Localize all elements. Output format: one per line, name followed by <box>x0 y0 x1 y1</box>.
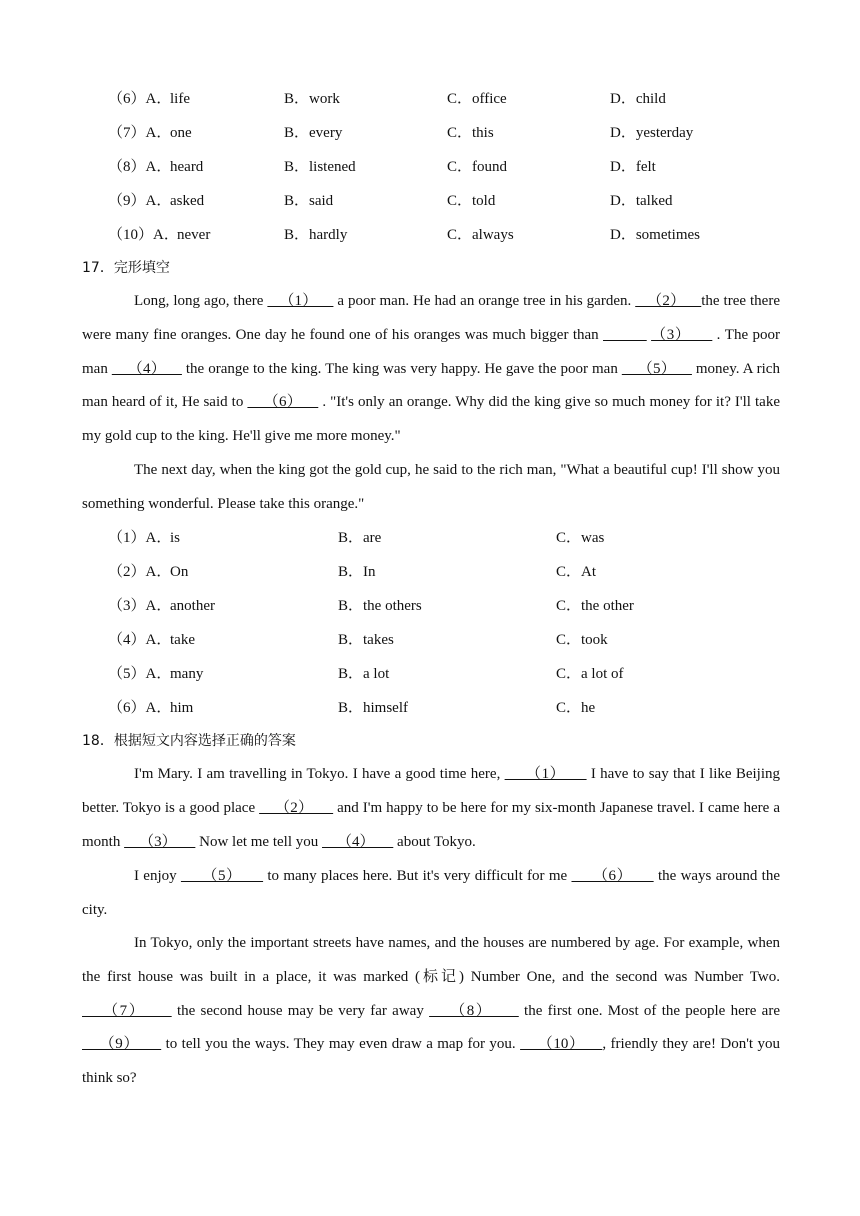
option-number: （6）A． <box>108 700 172 716</box>
passage-text: Long, long ago, there <box>134 293 268 309</box>
q17-passage-paragraph-2: The next day, when the king got the gold cup, he said to the rich man, "What a beautiful cup! I'll show you something wonderful. Please take this orange." <box>82 462 780 512</box>
passage-text: I'm Mary. I am travelling in Tokyo. I have a good time here, <box>134 766 505 782</box>
option-b: B．In <box>338 564 376 580</box>
option-number: （1）A． <box>108 530 172 546</box>
option-c: C．this <box>447 125 494 141</box>
option-a: asked <box>170 193 205 209</box>
blank-1[interactable]: （1） <box>267 293 334 309</box>
option-b: B．hardly <box>284 227 348 243</box>
q16-option-row <box>0 189 860 213</box>
option-number: （10）A． <box>108 227 179 243</box>
option-number: （4）A． <box>108 632 172 648</box>
passage-text: the orange to the king. The king was very happy. He gave the poor man <box>181 360 622 377</box>
q17-option-row <box>0 696 860 720</box>
passage-text: the second house may be very far away <box>171 1002 430 1019</box>
passage-text: to many places here. But it's very difficult for me <box>263 868 572 884</box>
passage-text: , friendly they are! Don't you think so? <box>82 1036 780 1087</box>
passage-text: money. A rich man heard of it, He said to <box>82 360 780 411</box>
blank-2[interactable]: （2） <box>635 293 702 309</box>
option-number: （3）A． <box>108 598 172 614</box>
q18-passage-paragraph-3 <box>82 927 780 1096</box>
option-number: （9）A． <box>108 193 172 209</box>
option-number: （6）A． <box>108 91 172 107</box>
option-d: D．sometimes <box>610 227 700 243</box>
option-a: heard <box>170 159 204 175</box>
option-b: B．the others <box>338 598 422 614</box>
passage-text: the ways around the city. <box>82 868 780 918</box>
option-a: one <box>170 125 192 141</box>
option-c: C．was <box>556 530 605 546</box>
option-a: another <box>170 598 215 614</box>
option-b: B．listened <box>284 159 356 175</box>
q18-passage-paragraph-2 <box>82 860 780 928</box>
passage-text: Now let me tell you <box>195 833 323 850</box>
option-c: C．At <box>556 564 597 580</box>
blank-2[interactable]: （2） <box>259 799 334 816</box>
option-number: （8）A． <box>108 159 172 175</box>
option-a: never <box>177 227 211 243</box>
question-18-title: 18．根据短文内容选择正确的答案 <box>82 733 296 749</box>
option-c: C．a lot of <box>556 666 624 682</box>
option-c: C．found <box>447 159 508 175</box>
option-b: B．every <box>284 125 343 141</box>
option-b: B．are <box>338 530 382 546</box>
q18-passage-paragraph-1 <box>82 758 780 859</box>
option-c: C．office <box>447 91 507 107</box>
passage-text: about Tokyo. <box>393 833 476 850</box>
option-a: take <box>170 632 195 648</box>
blank-3-line[interactable] <box>603 327 647 343</box>
passage-text: the tree there were many fine oranges. One day he found one of his oranges was much bigger than <box>82 293 780 343</box>
option-b: B．himself <box>338 700 408 716</box>
blank-5[interactable]: （5） <box>621 360 692 377</box>
option-a: On <box>170 564 189 580</box>
blank-3[interactable]: （3） <box>651 326 713 343</box>
q17-option-row <box>0 628 860 652</box>
blank-6[interactable]: （6） <box>571 868 654 884</box>
passage-text: . The poor man <box>82 326 780 377</box>
q16-option-row <box>0 121 860 145</box>
q17-option-row <box>0 662 860 686</box>
option-c: C．told <box>447 193 496 209</box>
option-d: D．felt <box>610 159 656 175</box>
option-c: C．the other <box>556 598 634 614</box>
option-d: D．yesterday <box>610 125 694 141</box>
q16-option-row <box>0 87 860 111</box>
passage-text: In Tokyo, only the important streets have names, and the houses are numbered by age. For example, when the first house was built in a place, it was marked (标记) Number One, and the second was Number Two. <box>82 935 780 985</box>
q17-passage-paragraph-1 <box>82 285 780 454</box>
q17-option-row <box>0 594 860 618</box>
blank-9[interactable]: （9） <box>82 1036 162 1053</box>
option-a: many <box>170 666 204 682</box>
option-number: （2）A． <box>108 564 172 580</box>
blank-5[interactable]: （5） <box>180 868 264 884</box>
option-a: him <box>170 700 194 716</box>
option-b: B．takes <box>338 632 394 648</box>
option-b: B．work <box>284 91 340 107</box>
passage-text: . "It's only an orange. Why did the king give so much money for it? I'll take my gold cup to the king. He'll give me more money." <box>82 394 780 445</box>
passage-text: to tell you the ways. They may even draw a map for you. <box>161 1036 521 1053</box>
passage-text: a poor man. He had an orange tree in his garden. <box>333 293 636 309</box>
passage-text: and I'm happy to be here for my six-month Japanese travel. I came here a month <box>82 799 780 850</box>
blank-6[interactable]: （6） <box>247 394 319 411</box>
blank-4[interactable]: （4） <box>111 360 182 377</box>
q17-option-row <box>0 560 860 584</box>
q16-option-row <box>0 223 860 247</box>
passage-text: I have to say that I like Beijing better. Tokyo is a good place <box>82 766 780 816</box>
blank-8[interactable]: （8） <box>429 1002 519 1019</box>
question-17-title: 17．完形填空 <box>82 260 170 276</box>
option-b: B．said <box>284 193 334 209</box>
option-a: is <box>170 530 181 546</box>
option-d: D．talked <box>610 193 673 209</box>
passage-text: I enjoy <box>134 868 181 884</box>
option-c: C．took <box>556 632 608 648</box>
q16-option-row <box>0 155 860 179</box>
option-b: B．a lot <box>338 666 390 682</box>
blank-10[interactable]: （10） <box>520 1036 603 1053</box>
option-a: life <box>170 91 190 107</box>
blank-7[interactable]: （7） <box>82 1002 172 1019</box>
blank-1[interactable]: （1） <box>504 766 587 782</box>
option-c: C．always <box>447 227 514 243</box>
q17-option-row <box>0 526 860 550</box>
blank-4[interactable]: （4） <box>322 833 394 850</box>
blank-3[interactable]: （3） <box>124 833 196 850</box>
option-c: C．he <box>556 700 596 716</box>
option-number: （7）A． <box>108 125 172 141</box>
option-number: （5）A． <box>108 666 172 682</box>
option-d: D．child <box>610 91 666 107</box>
passage-text: the first one. Most of the people here are <box>518 1002 780 1019</box>
